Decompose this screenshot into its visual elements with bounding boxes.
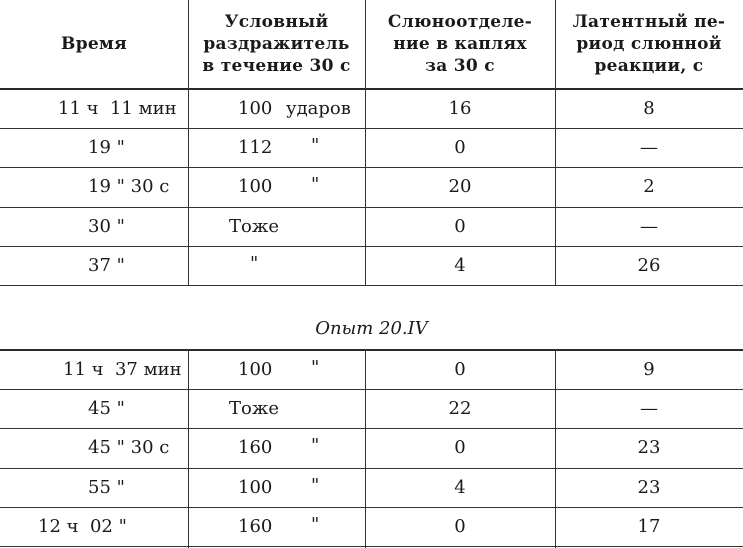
salivation-cell: 4: [454, 477, 466, 498]
stimulus-value-cell: 160: [238, 516, 273, 537]
salivation-cell: 0: [454, 216, 466, 237]
stimulus-unit-cell: ": [311, 435, 320, 456]
header-salivation: Слюноотделе- ние в каплях за 30 с: [387, 12, 533, 76]
latency-cell: 23: [637, 437, 661, 458]
stimulus-value-cell: 100: [238, 176, 273, 197]
latency-cell: 2: [643, 176, 655, 197]
stimulus-unit-cell: ": [311, 514, 320, 535]
stimulus-value-cell: 100: [238, 477, 273, 498]
time-cell: 45 ": [88, 398, 125, 419]
stimulus-unit-cell: ": [311, 174, 320, 195]
stimulus-value-cell: 100: [238, 98, 273, 119]
salivation-cell: 22: [448, 398, 472, 419]
salivation-cell: 0: [454, 516, 466, 537]
table1-col-divider: [188, 0, 189, 286]
time-cell: 11 ч 11 мин: [58, 98, 177, 119]
time-cell: 30 ": [88, 216, 125, 237]
header-latency: Латентный пе- риод слюнной реакции, с: [572, 12, 726, 76]
stimulus-unit-cell: ударов: [286, 98, 351, 119]
experiment-caption: Опыт 20.IV: [315, 318, 428, 339]
time-cell: 37 ": [88, 255, 125, 276]
header-stimulus: Условный раздражитель в течение 30 с: [202, 12, 351, 76]
stimulus-unit-cell: ": [311, 357, 320, 378]
latency-cell: —: [640, 398, 658, 419]
salivation-cell: 4: [454, 255, 466, 276]
latency-cell: —: [640, 216, 658, 237]
table2-col-divider: [188, 349, 189, 548]
time-cell: 19 ": [88, 137, 125, 158]
salivation-cell: 0: [454, 137, 466, 158]
time-cell: 19 " 30 с: [88, 176, 170, 197]
latency-cell: 26: [637, 255, 661, 276]
time-cell: 55 ": [88, 477, 125, 498]
stimulus-value-cell: 112: [238, 137, 273, 158]
latency-cell: 17: [637, 516, 661, 537]
stimulus-value-cell: Тоже: [229, 398, 280, 419]
stimulus-unit-cell: ": [311, 135, 320, 156]
latency-cell: 23: [637, 477, 661, 498]
stimulus-value-cell: 160: [238, 437, 273, 458]
stimulus-unit-cell: ": [311, 475, 320, 496]
latency-cell: —: [640, 137, 658, 158]
salivation-cell: 0: [454, 437, 466, 458]
latency-cell: 8: [643, 98, 655, 119]
stimulus-value-cell: Тоже: [229, 216, 280, 237]
time-cell: 45 " 30 с: [88, 437, 170, 458]
salivation-cell: 0: [454, 359, 466, 380]
time-cell: 11 ч 37 мин: [63, 359, 182, 380]
time-cell: 12 ч 02 ": [38, 516, 127, 537]
header-time: Время: [61, 34, 127, 54]
stimulus-value-cell: 100: [238, 359, 273, 380]
salivation-cell: 16: [448, 98, 472, 119]
salivation-cell: 20: [448, 176, 472, 197]
stimulus-value-cell: ": [250, 253, 259, 274]
latency-cell: 9: [643, 359, 655, 380]
